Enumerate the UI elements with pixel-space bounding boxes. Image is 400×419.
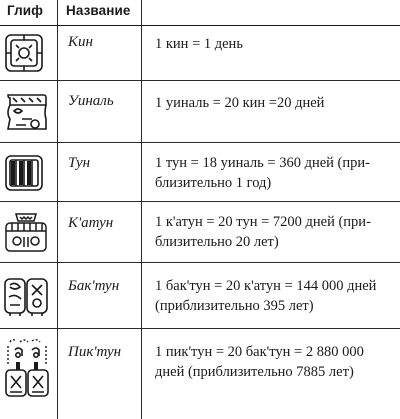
column-divider xyxy=(141,0,142,419)
description-line: (приблизительно 395 лет) xyxy=(155,298,314,314)
katun-glyph-icon xyxy=(2,211,56,255)
description-line: близительно 20 лет) xyxy=(155,234,279,250)
unit-name: Уиналь xyxy=(68,93,114,109)
baktun-glyph-icon xyxy=(2,275,56,319)
name-column-header: Название xyxy=(66,3,131,18)
column-divider xyxy=(57,0,58,419)
unit-name: Кин xyxy=(68,34,93,50)
unit-description xyxy=(155,342,395,382)
row-divider xyxy=(0,80,400,81)
kin-glyph-icon xyxy=(2,31,56,75)
uinal-glyph-icon xyxy=(2,89,56,135)
description-line: 1 кин = 1 день xyxy=(155,36,243,52)
unit-description xyxy=(155,212,395,252)
unit-description xyxy=(155,34,395,54)
unit-name: Бак'тун xyxy=(68,278,120,294)
unit-name: Тун xyxy=(68,155,91,171)
row-divider xyxy=(0,262,400,263)
piktun-glyph-icon xyxy=(2,338,56,410)
unit-name: Пик'тун xyxy=(68,344,122,360)
description-line: 1 уиналь = 20 кин =20 дней xyxy=(155,95,325,111)
description-line: дней (приблизительно 7885 лет) xyxy=(155,364,354,380)
description-line: 1 к'атун = 20 тун = 7200 дней (при- xyxy=(155,214,371,230)
unit-description xyxy=(155,93,395,113)
description-line: 1 тун = 18 уиналь = 360 дней (при- xyxy=(155,155,370,171)
description-line: близительно 1 год) xyxy=(155,175,272,191)
tun-glyph-icon xyxy=(2,152,56,194)
description-line: 1 пик'тун = 20 бак'тун = 2 880 000 xyxy=(155,344,364,360)
unit-description xyxy=(155,153,395,193)
header-rule xyxy=(0,25,400,26)
row-divider xyxy=(0,201,400,202)
unit-description xyxy=(155,276,395,316)
row-divider xyxy=(0,142,400,143)
description-line: 1 бак'тун = 20 к'атун = 144 000 дней xyxy=(155,278,377,294)
row-divider xyxy=(0,328,400,329)
unit-name: К'атун xyxy=(68,215,114,231)
glyph-column-header: Глиф xyxy=(7,3,44,18)
